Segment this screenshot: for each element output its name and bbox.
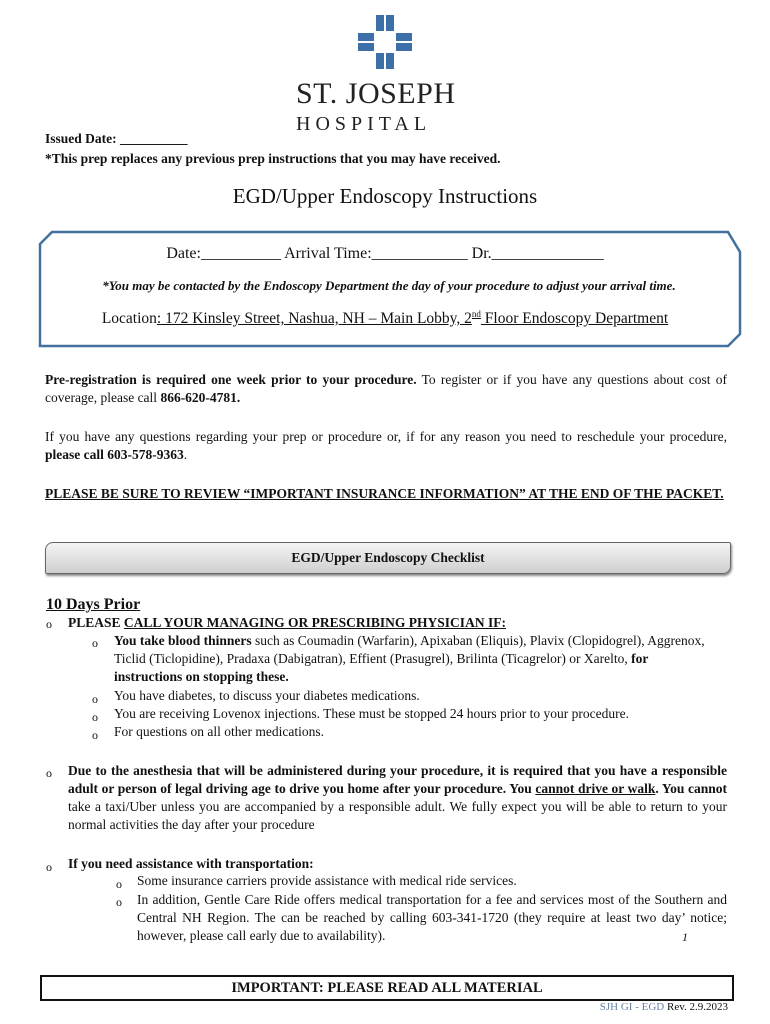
bullet-icon: o	[46, 766, 52, 780]
footer-code: SJH GI - EGD	[599, 1001, 665, 1013]
location-label: Location	[101, 310, 157, 328]
appointment-fields[interactable]: Date:__________ Arrival Time:____________ Dr.______________	[166, 245, 604, 262]
location	[0, 309, 770, 328]
bullet-icon: o	[46, 860, 52, 874]
hospital-name: ST. JOSEPH	[296, 77, 456, 110]
footer-revision: Rev. 2.9.2023	[666, 1001, 728, 1013]
bullet-icon: o	[116, 877, 122, 891]
hospital-subtitle: HOSPITAL	[296, 113, 432, 135]
anesthesia-underlined: cannot drive or walk	[535, 781, 656, 796]
preregistration-paragraph	[45, 371, 727, 407]
anesthesia-paragraph	[68, 762, 727, 834]
item-bold2: for instructions on stopping these.	[114, 651, 649, 684]
list-item	[114, 632, 714, 686]
list-item: In addition, Gentle Care Ride offers medical transportation for a fee and services most of the Southern and Central NH Region. The can be reached by calling 603-341-1720 (they require at least two day’ notice; however, please call early due to availability).	[137, 892, 727, 943]
call-underlined: CALL YOUR MANAGING OR PRESCRIBING PHYSICIAN IF:	[123, 615, 506, 630]
section-title: 10 Days Prior	[46, 596, 141, 613]
item-bold: You take blood thinners	[114, 633, 252, 648]
transportation-heading: If you need assistance with transportation:	[68, 856, 314, 871]
hospital-logo	[290, 15, 480, 140]
list-item: You have diabetes, to discuss your diabetes medications.	[114, 688, 420, 703]
checklist-header	[45, 542, 731, 574]
anesthesia-bold2: . You cannot	[655, 781, 727, 796]
page-number: 1	[682, 930, 688, 944]
questions-end: .	[183, 447, 188, 462]
bullet-icon: o	[92, 692, 98, 706]
call-prefix: PLEASE	[68, 615, 124, 630]
bullet-icon: o	[92, 710, 98, 724]
important-banner: IMPORTANT: PLEASE READ ALL MATERIAL	[40, 975, 734, 1001]
bullet-icon: o	[92, 728, 98, 742]
prereg-phone: 866-620-4781.	[160, 390, 241, 405]
anesthesia-bold: Due to the anesthesia that will be administered during your procedure, it is required that you have a responsible adult or person of legal driving age to drive you home after your procedure. You	[68, 763, 727, 796]
questions-phone: please call 603-578-9363	[45, 447, 184, 462]
anesthesia-text: take a taxi/Uber unless you are accompanied by a responsible adult. We fully expect you will be able to return to your normal activities the day after your procedure	[68, 799, 727, 832]
contact-note: *You may be contacted by the Endoscopy Department the day of your procedure to adjust your arrival time.	[102, 278, 676, 293]
list-item: You are receiving Lovenox injections. These must be stopped 24 hours prior to your procedure.	[114, 706, 630, 721]
checklist-header-label: EGD/Upper Endoscopy Checklist	[291, 550, 485, 565]
questions-text: If you have any questions regarding your prep or procedure or, if for any reason you need to reschedule your procedure,	[45, 429, 727, 444]
page-title: EGD/Upper Endoscopy Instructions	[232, 184, 538, 208]
issued-date: Issued Date: __________	[45, 131, 188, 146]
location-value: : 172 Kinsley Street, Nashua, NH – Main Lobby, 2	[156, 310, 472, 328]
bullet-icon: o	[116, 895, 122, 909]
footer	[600, 1001, 728, 1013]
cross-logo-icon	[358, 15, 412, 69]
list-item: For questions on all other medications.	[114, 724, 324, 739]
questions-paragraph	[45, 428, 727, 464]
location-sup: nd	[471, 309, 481, 319]
list-item: Some insurance carriers provide assistance with medical ride services.	[137, 873, 517, 888]
insurance-notice: PLEASE BE SURE TO REVIEW “IMPORTANT INSURANCE INFORMATION” AT THE END OF THE PACKET.	[45, 486, 724, 501]
prereg-bold: Pre-registration is required one week prior to your procedure.	[45, 372, 417, 387]
prereg-text: To register or if you have any questions about cost of coverage, please call	[45, 372, 727, 405]
item-text: such as Coumadin (Warfarin), Apixaban (Eliquis), Plavix (Clopidogrel), Aggrenox, Ticlid (Ticlopidine), Pradaxa (Dabigatran), Effient (Prasugrel), Brilinta (Ticagrelor) or Xarelto,	[114, 633, 705, 666]
call-physician-heading	[68, 615, 506, 631]
replaces-note: *This prep replaces any previous prep instructions that you may have received.	[45, 151, 501, 166]
location-rest: Floor Endoscopy Department	[480, 310, 669, 328]
bullet-icon: o	[46, 617, 52, 631]
bullet-icon: o	[92, 636, 98, 650]
